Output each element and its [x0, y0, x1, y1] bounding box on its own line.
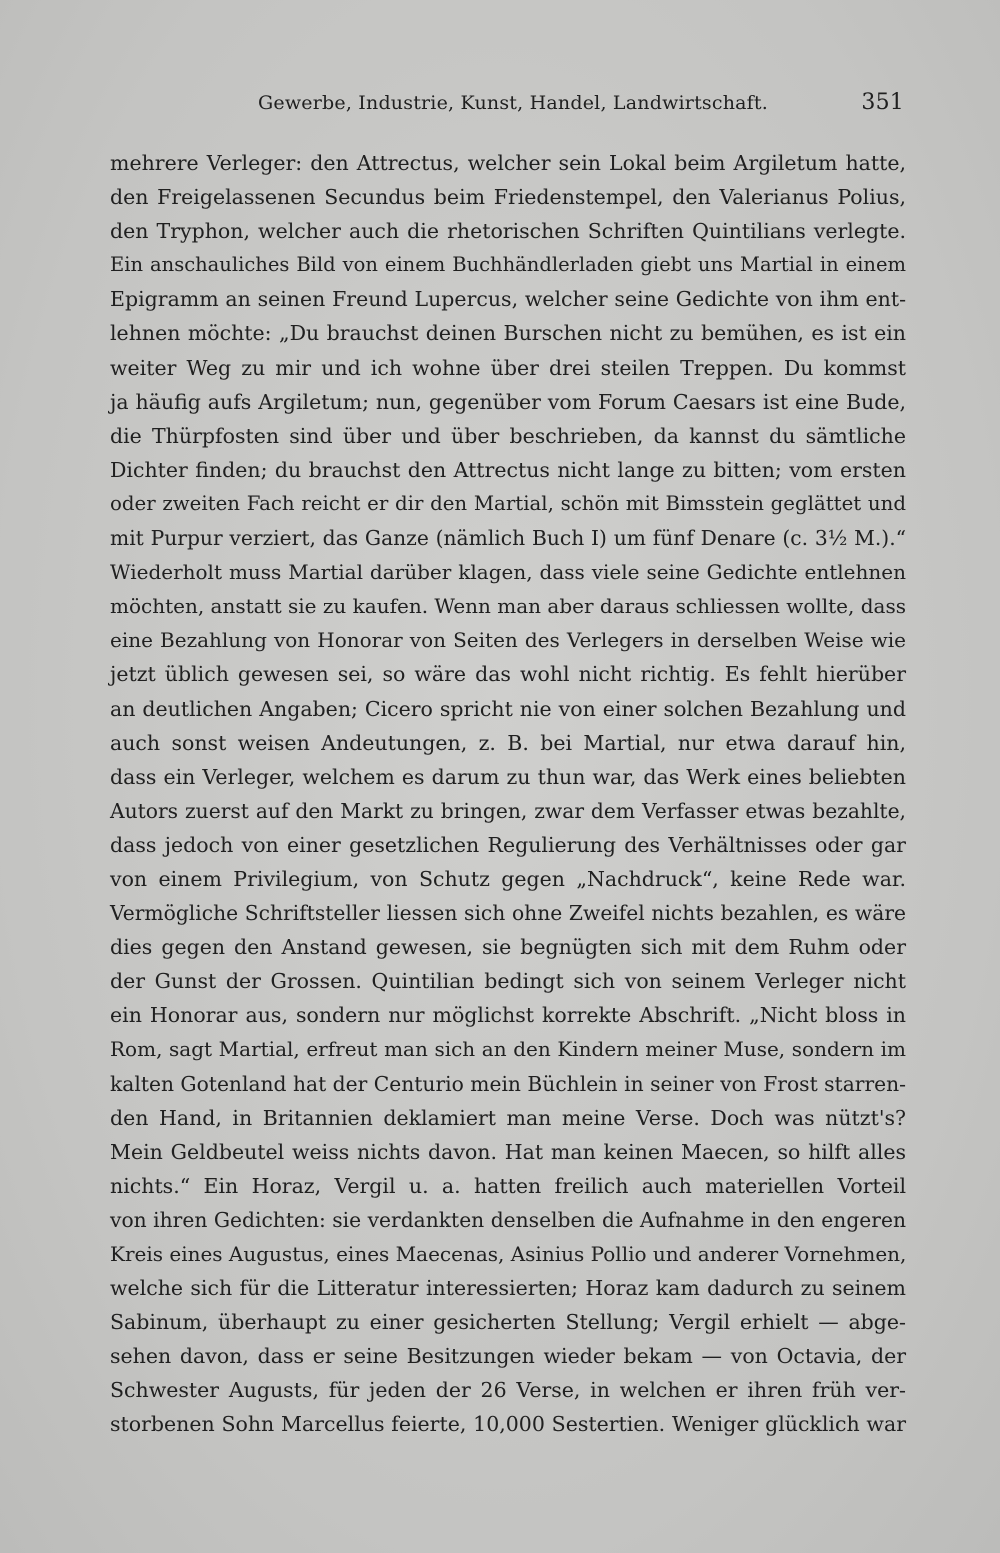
text-line: ja häufig aufs Argiletum; nun, gegenüber vom Forum Caesars ist eine Bude, — [110, 389, 906, 414]
text-line: Vermögliche Schriftsteller liessen sich ohne Zweifel nichts bezahlen, es wäre — [110, 901, 906, 926]
text-line: Sabinum, überhaupt zu einer gesicherten Stellung; Vergil erhielt — abge- — [110, 1310, 906, 1335]
text-line: weiter Weg zu mir und ich wohne über drei steilen Treppen. Du kommst — [110, 355, 906, 380]
text-line: an deutlichen Angaben; Cicero spricht nie von einer solchen Bezahlung und — [110, 696, 906, 721]
text-line: storbenen Sohn Marcellus feierte, 10,000 Sestertien. Weniger glücklich war — [110, 1412, 906, 1437]
text-line: Dichter finden; du brauchst den Attrectus nicht lange zu bitten; vom ersten — [110, 457, 906, 482]
text-line: eine Bezahlung von Honorar von Seiten des Verlegers in derselben Weise wie — [110, 628, 906, 653]
text-line: jetzt üblich gewesen sei, so wäre das wohl nicht richtig. Es fehlt hierüber — [110, 662, 906, 687]
text-line: Ein anschauliches Bild von einem Buchhändlerladen giebt uns Martial in einem — [110, 253, 906, 277]
text-line: möchten, anstatt sie zu kaufen. Wenn man aber daraus schliessen wollte, dass — [110, 594, 906, 619]
text-line: ein Honorar aus, sondern nur möglichst korrekte Abschrift. „Nicht bloss in — [110, 1003, 906, 1028]
text-line: Schwester Augusts, für jeden der 26 Verse, in welchen er ihren früh ver- — [110, 1378, 906, 1403]
text-line: mit Purpur verziert, das Ganze (nämlich Buch I) um fünf Denare (c. 3½ M.).“ — [110, 526, 906, 551]
text-line: Kreis eines Augustus, eines Maecenas, Asinius Pollio und anderer Vornehmen, — [110, 1242, 907, 1266]
page-number: 351 — [861, 90, 904, 115]
text-line: Mein Geldbeutel weiss nichts davon. Hat man keinen Maecen, so hilft alles — [110, 1139, 906, 1164]
text-line: dies gegen den Anstand gewesen, sie begnügten sich mit dem Ruhm oder — [110, 935, 906, 960]
text-line: den Hand, in Britannien deklamiert man meine Verse. Doch was nützt's? — [110, 1105, 906, 1130]
text-line: der Gunst der Grossen. Quintilian bedingt sich von seinem Verleger nicht — [110, 969, 906, 994]
text-line: von ihren Gedichten: sie verdankten denselben die Aufnahme in den engeren — [110, 1207, 906, 1232]
text-line: lehnen möchte: „Du brauchst deinen Burschen nicht zu bemühen, es ist ein — [110, 321, 906, 346]
text-line: Rom, sagt Martial, erfreut man sich an den Kindern meiner Muse, sondern im — [110, 1037, 906, 1062]
page-header — [258, 88, 908, 118]
text-line: mehrere Verleger: den Attrectus, welcher sein Lokal beim Argiletum hatte, — [110, 151, 906, 175]
text-line: welche sich für die Litteratur interessierten; Horaz kam dadurch zu seinem — [110, 1276, 906, 1301]
text-line: Wiederholt muss Martial darüber klagen, dass viele seine Gedichte entlehnen — [110, 560, 906, 585]
text-line: den Freigelassenen Secundus beim Friedenstempel, den Valerianus Polius, — [110, 185, 906, 210]
text-line: die Thürpfosten sind über und über beschrieben, da kannst du sämtliche — [110, 423, 906, 448]
text-line: den Tryphon, welcher auch die rhetorischen Schriften Quintilians verlegte. — [110, 219, 906, 244]
text-line: von einem Privilegium, von Schutz gegen „Nachdruck“, keine Rede war. — [110, 866, 906, 891]
body-text — [110, 146, 906, 1442]
text-line: kalten Gotenland hat der Centurio mein Büchlein in seiner von Frost starren- — [110, 1071, 906, 1096]
text-line: nichts.“ Ein Horaz, Vergil u. a. hatten freilich auch materiellen Vorteil — [110, 1173, 906, 1198]
text-line: oder zweiten Fach reicht er dir den Martial, schön mit Bimsstein geglättet und — [110, 491, 906, 515]
running-title: Gewerbe, Industrie, Kunst, Handel, Landwirtschaft. — [258, 92, 768, 114]
text-line: dass ein Verleger, welchem es darum zu thun war, das Werk eines beliebten — [110, 764, 906, 789]
text-line: dass jedoch von einer gesetzlichen Regulierung des Verhältnisses oder gar — [110, 832, 906, 857]
text-line: sehen davon, dass er seine Besitzungen wieder bekam — von Octavia, der — [110, 1344, 906, 1369]
text-line: Autors zuerst auf den Markt zu bringen, zwar dem Verfasser etwas bezahlte, — [110, 798, 906, 823]
text-line: Epigramm an seinen Freund Lupercus, welcher seine Gedichte von ihm ent- — [110, 287, 906, 312]
text-line: auch sonst weisen Andeutungen, z. B. bei Martial, nur etwa darauf hin, — [110, 730, 906, 755]
